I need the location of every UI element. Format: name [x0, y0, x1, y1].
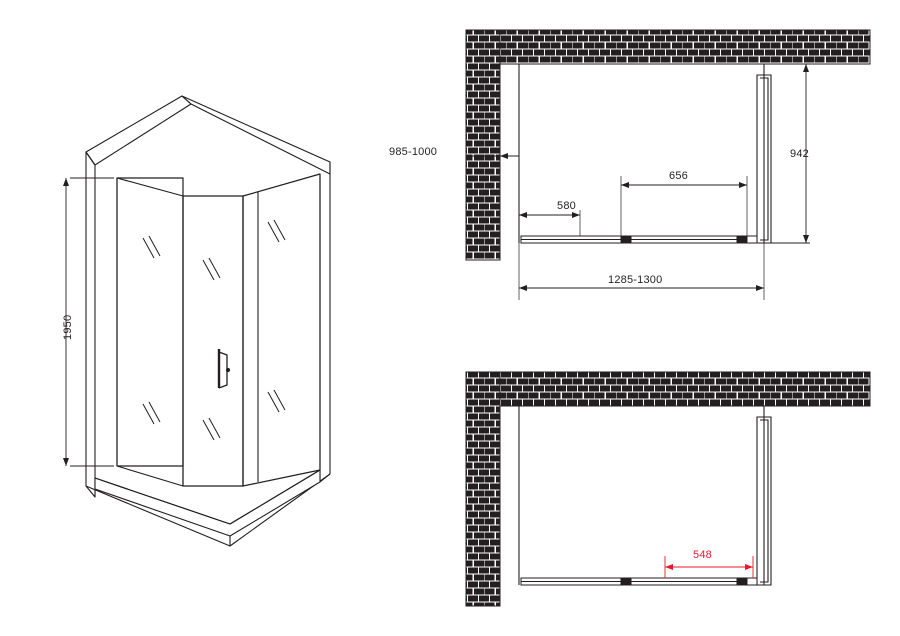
dimension-label-depth-inner: 942: [790, 148, 809, 160]
plan-view-door-closed: [466, 30, 870, 300]
dimension-label-iso-height: 1950: [62, 314, 74, 340]
plan-view-door-open: [466, 372, 870, 606]
dimension-label-panel-656: 656: [669, 170, 688, 182]
isometric-view: [86, 96, 330, 546]
dimension-label-panel-580: 580: [557, 200, 576, 212]
dimension-label-depth-nominal: 985-1000: [389, 146, 438, 158]
dimension-label-width-nominal: 1285-1300: [608, 274, 663, 286]
dimension-label-opening-548: 548: [693, 549, 712, 561]
